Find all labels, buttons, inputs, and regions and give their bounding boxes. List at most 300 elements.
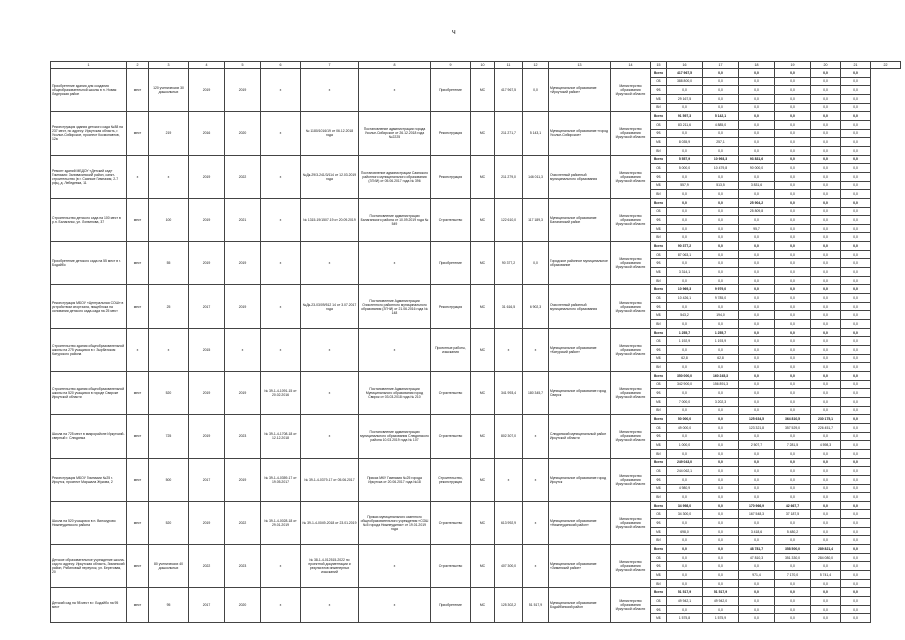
source-cell: Всего	[651, 69, 667, 78]
customer-cell: Министерство образования Иркутской области	[611, 285, 651, 328]
end-year-cell: 2023	[225, 415, 261, 458]
page-number: ч	[452, 29, 456, 36]
work-type-cell: Приобретение	[431, 242, 471, 285]
amount-cell: 0,0	[811, 519, 841, 528]
amount-cell: 0,0	[811, 371, 841, 380]
amount-cell: 0,0	[739, 406, 775, 415]
work-type-cell: Строительство	[431, 501, 471, 544]
approval-cell: х	[301, 242, 359, 285]
end-year-cell: 2019	[225, 285, 261, 328]
amount-cell: 1 192,9	[667, 337, 703, 346]
source-cell: МБ	[651, 354, 667, 363]
municipality-cell: Слюдянский муниципальный район Иркутской области	[549, 415, 611, 458]
amount-cell: 29 167,5	[667, 94, 703, 103]
amount-cell: 0,0	[775, 432, 811, 441]
amount-cell: 156 891,3	[703, 380, 739, 389]
decision-cell: Приказ МКУ Гимназия №25 города Иркутска от 20.06.2017 года №18	[359, 458, 431, 501]
decision-cell: х	[359, 328, 431, 371]
capacity-cell: 725	[149, 415, 189, 458]
header-cell: 3	[149, 62, 189, 69]
amount-cell: 0,0	[775, 562, 811, 571]
amount-cell: 0,0	[775, 346, 811, 355]
customer-cell: Министерство образования Иркутской области	[611, 198, 651, 241]
amount-cell: 0,0	[811, 493, 841, 502]
ownership-cell: МС	[471, 501, 495, 544]
header-cell: 1	[51, 62, 127, 69]
amount-cell: 0,0	[811, 129, 841, 138]
amount-cell: 0,0	[667, 519, 703, 528]
object-name-cell: Приобретение здания для создания общеобразовательной школы в п. Новая Лидерская район	[51, 69, 127, 112]
amount-cell: 0,0	[811, 363, 841, 372]
amount-cell: 0,0	[841, 146, 871, 155]
decision-cell: х	[359, 545, 431, 588]
amount-cell: 0,0	[811, 501, 841, 510]
source-cell: ОБ	[651, 294, 667, 303]
amount-cell: 0,0	[703, 216, 739, 225]
start-year-cell: 2019	[189, 371, 225, 414]
amount-cell: 0,0	[775, 129, 811, 138]
amount-cell: 0,0	[841, 216, 871, 225]
ownership-cell: МС	[471, 545, 495, 588]
expertise-cell: № 39-1-4-0028-18 от 29.01.2019	[261, 501, 301, 544]
amount-cell: 0,0	[703, 527, 739, 536]
amount-cell: 0,0	[739, 190, 775, 199]
amount-cell: 0,0	[667, 536, 703, 545]
ownership-cell: МС	[471, 371, 495, 414]
amount-cell: 0,0	[811, 346, 841, 355]
amount-cell: 0,0	[841, 259, 871, 268]
ownership-cell: МС	[471, 198, 495, 241]
amount-cell: 0,0	[703, 320, 739, 329]
municipality-cell: Муниципальное образование «Нижнеудинский район»	[549, 501, 611, 544]
amount-cell: 125 634,5	[739, 415, 775, 424]
amount-cell: 0,0	[841, 268, 871, 277]
customer-cell: Министерство образования Иркутской области	[611, 545, 651, 588]
cost-cell: 211 279,0	[495, 155, 523, 198]
amount-cell: 0,0	[739, 337, 775, 346]
amount-cell: 1 575,9	[703, 614, 739, 623]
expertise-cell: х	[261, 285, 301, 328]
balance-cell: 5 143,1	[523, 112, 549, 155]
amount-cell: 0,0	[841, 354, 871, 363]
amount-cell: 34 300,0	[667, 510, 703, 519]
header-cell: 14	[611, 62, 651, 69]
unit-cell: мест	[127, 371, 149, 414]
source-cell: Всего	[651, 198, 667, 207]
unit-cell: мест	[127, 415, 149, 458]
amount-cell: 0,0	[739, 94, 775, 103]
start-year-cell: 2016	[189, 112, 225, 155]
source-cell: ФБ	[651, 605, 667, 614]
amount-cell: 0,0	[667, 259, 703, 268]
municipality-cell: Муниципальное образование город Свирск	[549, 371, 611, 414]
balance-cell: х	[523, 501, 549, 544]
amount-cell: 0,0	[841, 441, 871, 450]
amount-cell: 0,0	[739, 389, 775, 398]
end-year-cell: 2019	[225, 458, 261, 501]
header-cell: 5	[225, 62, 261, 69]
amount-cell: 0,0	[703, 94, 739, 103]
amount-cell: 0,0	[811, 562, 841, 571]
amount-cell: 0,0	[811, 207, 841, 216]
amount-cell: 0,0	[703, 432, 739, 441]
amount-cell: 0,0	[739, 103, 775, 112]
source-cell: ФБ	[651, 172, 667, 181]
amount-cell: 0,0	[775, 294, 811, 303]
amount-cell: 0,0	[811, 302, 841, 311]
amount-cell: 971,4	[739, 571, 775, 580]
unit-cell: х	[127, 328, 149, 371]
amount-cell: 0,0	[667, 363, 703, 372]
unit-cell: мест	[127, 242, 149, 285]
amount-cell: 0,0	[703, 510, 739, 519]
amount-cell: 0,0	[841, 380, 871, 389]
amount-cell: 0,0	[841, 484, 871, 493]
end-year-cell: 2019	[225, 69, 261, 112]
amount-cell: 284 080,0	[811, 553, 841, 562]
amount-cell: 0,0	[811, 380, 841, 389]
source-cell: МБ	[651, 181, 667, 190]
end-year-cell: 2021	[225, 198, 261, 241]
amount-cell: 0,0	[775, 363, 811, 372]
balance-cell: 117 189,3	[523, 198, 549, 241]
amount-cell: 0,0	[811, 259, 841, 268]
amount-cell: 0,0	[703, 562, 739, 571]
source-cell: ВИ	[651, 579, 667, 588]
amount-cell: 0,0	[841, 285, 871, 294]
amount-cell: 93 831,6	[739, 155, 775, 164]
source-cell: ВИ	[651, 276, 667, 285]
approval-cell: № 1180/1016/19 от 06.12.2018 года	[301, 112, 359, 155]
amount-cell: 0,0	[841, 579, 871, 588]
amount-cell: 543,2	[667, 311, 703, 320]
amount-cell: 0,0	[667, 605, 703, 614]
table-row	[51, 69, 901, 78]
capacity-cell: 80 ученических 40 дошкольных	[149, 545, 189, 588]
municipality-cell: Муниципальное образование Балаганский район	[549, 198, 611, 241]
amount-cell: 0,0	[667, 190, 703, 199]
amount-cell: 0,0	[811, 527, 841, 536]
amount-cell: 0,0	[739, 285, 775, 294]
amount-cell: 3 314,1	[667, 268, 703, 277]
amount-cell: 0,0	[841, 77, 871, 86]
amount-cell: 0,0	[703, 458, 739, 467]
amount-cell: 0,0	[841, 224, 871, 233]
municipality-cell: Муниципальное образование «Катурский район»	[549, 328, 611, 371]
source-cell: Всего	[651, 112, 667, 121]
amount-cell: 0,0	[775, 380, 811, 389]
amount-cell: 1 575,8	[667, 614, 703, 623]
source-cell: ОБ	[651, 467, 667, 476]
amount-cell: 0,0	[775, 207, 811, 216]
amount-cell: 0,0	[775, 181, 811, 190]
end-year-cell: х	[225, 328, 261, 371]
amount-cell: 0,0	[739, 216, 775, 225]
header-cell: 8	[359, 62, 431, 69]
source-cell: МБ	[651, 268, 667, 277]
municipality-cell: Очисленный районный муниципального образования	[549, 155, 611, 198]
source-cell: Всего	[651, 242, 667, 251]
header-cell: 21	[841, 62, 871, 69]
amount-cell: 0,0	[811, 146, 841, 155]
amount-cell: 0,0	[703, 571, 739, 580]
end-year-cell: 2023	[225, 545, 261, 588]
header-cell: 6	[261, 62, 301, 69]
source-cell: ВИ	[651, 363, 667, 372]
amount-cell: 0,0	[703, 553, 739, 562]
balance-cell: 51 517,9	[523, 588, 549, 623]
amount-cell: 0,0	[739, 276, 775, 285]
object-name-cell: Приобретение детского сада на 55 мест в г. Бодайбо	[51, 242, 127, 285]
amount-cell: 0,0	[811, 172, 841, 181]
capacity-cell: 100	[149, 198, 189, 241]
amount-cell: 0,0	[667, 571, 703, 580]
amount-cell: 0,0	[775, 112, 811, 121]
amount-cell: 0,0	[739, 146, 775, 155]
amount-cell: 0,0	[775, 579, 811, 588]
amount-cell: 0,0	[739, 259, 775, 268]
source-cell: Всего	[651, 285, 667, 294]
amount-cell: 8 035,9	[667, 138, 703, 147]
source-cell: ВИ	[651, 493, 667, 502]
source-cell: ВИ	[651, 190, 667, 199]
object-name-cell: Реконструкция здания детского сада №88 на 237 мест, по адресу: Иркутская область, г. Усолье-Сибирское, проспект Космонавтов, 12а	[51, 112, 127, 155]
amount-cell: 289 821,4	[811, 545, 841, 554]
source-cell: ОБ	[651, 553, 667, 562]
amount-cell: 0,0	[841, 562, 871, 571]
expertise-cell: х	[261, 69, 301, 112]
amount-cell: 10 426,1	[667, 294, 703, 303]
amount-cell: 0,0	[841, 346, 871, 355]
ownership-cell: МС	[471, 155, 495, 198]
amount-cell: 0,0	[811, 354, 841, 363]
municipality-cell: Муниципальное образование город Иркутск	[549, 458, 611, 501]
balance-cell: 180 345,7	[523, 371, 549, 414]
amount-cell: 0,0	[775, 103, 811, 112]
amount-cell: 0,0	[775, 276, 811, 285]
amount-cell: 0,0	[841, 432, 871, 441]
start-year-cell: 2019	[189, 155, 225, 198]
amount-cell: 0,0	[811, 389, 841, 398]
amount-cell: 0,0	[775, 224, 811, 233]
amount-cell: 0,0	[811, 268, 841, 277]
amount-cell: 0,0	[703, 441, 739, 450]
amount-cell: 123 321,8	[739, 423, 775, 432]
amount-cell: 48 781,7	[739, 545, 775, 554]
amount-cell: 0,0	[811, 198, 841, 207]
customer-cell: Министерство образования Иркутской области	[611, 112, 651, 155]
amount-cell: 0,0	[811, 216, 841, 225]
amount-cell: 0,0	[739, 320, 775, 329]
table-row	[51, 242, 901, 251]
amount-cell: 0,0	[811, 579, 841, 588]
amount-cell: 0,0	[703, 501, 739, 510]
work-type-cell: Строительство	[431, 545, 471, 588]
amount-cell: 0,0	[739, 588, 775, 597]
amount-cell: 0,0	[841, 415, 871, 424]
amount-cell: 0,0	[703, 146, 739, 155]
capacity-cell: 120 ученических 30 дошкольных	[149, 69, 189, 112]
amount-cell: 0,0	[841, 233, 871, 242]
unit-cell: мест	[127, 198, 149, 241]
amount-cell: 3 418,6	[739, 527, 775, 536]
amount-cell: 351 330,0	[775, 553, 811, 562]
amount-cell: 0,0	[667, 545, 703, 554]
table-row	[51, 198, 901, 207]
amount-cell: 0,0	[841, 389, 871, 398]
amount-cell: 0,0	[667, 346, 703, 355]
amount-cell: 0,0	[775, 120, 811, 129]
amount-cell: 0,0	[667, 432, 703, 441]
approval-cell: № 39-1-4-0379-17 от 05.06.2017	[301, 458, 359, 501]
header-cell: 7	[301, 62, 359, 69]
cost-cell: 407 300,0	[495, 545, 523, 588]
amount-cell: 0,0	[703, 268, 739, 277]
start-year-cell: 2017	[189, 588, 225, 623]
amount-cell: 0,0	[775, 285, 811, 294]
header-cell: 18	[739, 62, 775, 69]
amount-cell: 0,0	[739, 380, 775, 389]
amount-cell: 0,0	[739, 69, 775, 78]
amount-cell: 0,0	[811, 164, 841, 173]
cost-cell: 122 610,0	[495, 198, 523, 241]
amount-cell: 698,0	[667, 527, 703, 536]
amount-cell: 0,0	[667, 103, 703, 112]
work-type-cell: Реконструкция	[431, 112, 471, 155]
source-cell: ВИ	[651, 103, 667, 112]
amount-cell: 3 202,3	[703, 397, 739, 406]
object-name-cell: Реконструкция МБОУ «Центральная СОШ» в устройством спортзала, пищеблока на основании детского сада-сада на 25 мест	[51, 285, 127, 328]
amount-cell: 0,0	[811, 397, 841, 406]
source-cell: ФБ	[651, 519, 667, 528]
amount-cell: 0,0	[775, 138, 811, 147]
expertise-cell: № 39-1-4-1091-15 от 20.02.2016	[261, 371, 301, 414]
amount-cell: 0,0	[811, 510, 841, 519]
amount-cell: 0,0	[667, 207, 703, 216]
source-cell: ФБ	[651, 562, 667, 571]
source-cell: ВИ	[651, 233, 667, 242]
capacity-cell: 55	[149, 242, 189, 285]
end-year-cell: 2019	[225, 371, 261, 414]
amount-cell: 0,0	[775, 371, 811, 380]
amount-cell: 0,0	[775, 164, 811, 173]
amount-cell: 0,0	[739, 458, 775, 467]
source-cell: Всего	[651, 501, 667, 510]
object-name-cell: Ремонт зданий МБДОУ «Детский сад» Гимназия: ЗаливахинскиЙ район, санкт-строительство (в г. Саянске Гимназия, 2-7 рфц, д. Лебедевка, 11	[51, 155, 127, 198]
header-cell: 10	[471, 62, 495, 69]
ownership-cell: МС	[471, 285, 495, 328]
amount-cell: 0,0	[739, 129, 775, 138]
amount-cell: 0,0	[739, 294, 775, 303]
amount-cell: 0,0	[775, 302, 811, 311]
amount-cell: 0,0	[775, 233, 811, 242]
amount-cell: 0,0	[703, 467, 739, 476]
amount-cell: 0,0	[739, 120, 775, 129]
source-cell: ОБ	[651, 597, 667, 606]
unit-cell: мест	[127, 69, 149, 112]
amount-cell: 0,0	[811, 103, 841, 112]
amount-cell: 0,0	[811, 484, 841, 493]
amount-cell: 0,0	[841, 458, 871, 467]
start-year-cell: 2019	[189, 198, 225, 241]
amount-cell: 0,0	[841, 198, 871, 207]
decision-cell: х	[359, 69, 431, 112]
start-year-cell: 2022	[189, 545, 225, 588]
amount-cell: 357 529,0	[775, 423, 811, 432]
header-cell: 20	[811, 62, 841, 69]
amount-cell: 0,0	[775, 198, 811, 207]
source-cell: МБ	[651, 441, 667, 450]
amount-cell: 0,0	[739, 242, 775, 251]
amount-cell: 167 548,3	[739, 510, 775, 519]
cost-cell: 802 307,0	[495, 415, 523, 458]
amount-cell: 0,0	[667, 553, 703, 562]
expertise-cell: х	[261, 198, 301, 241]
municipality-cell: Муниципальное образование Бодайбинский район	[549, 588, 611, 623]
ownership-cell: МС	[471, 328, 495, 371]
source-cell: ВИ	[651, 536, 667, 545]
amount-cell: 0,0	[739, 605, 775, 614]
amount-cell: 0,0	[739, 328, 775, 337]
source-cell: ОБ	[651, 510, 667, 519]
amount-cell: 47 810,3	[739, 553, 775, 562]
amount-cell: 226 451,7	[811, 423, 841, 432]
amount-cell: 0,0	[811, 190, 841, 199]
amount-cell: 0,0	[739, 432, 775, 441]
amount-cell: 0,0	[703, 536, 739, 545]
decision-cell: х	[359, 242, 431, 285]
amount-cell: 0,0	[667, 129, 703, 138]
amount-cell: 364 810,5	[775, 415, 811, 424]
amount-cell: 0,0	[703, 242, 739, 251]
amount-cell: 0,0	[841, 172, 871, 181]
amount-cell: 0,0	[703, 519, 739, 528]
unit-cell: мест	[127, 112, 149, 155]
amount-cell: 5 000,0	[667, 164, 703, 173]
amount-cell: 0,0	[739, 302, 775, 311]
amount-cell: 0,0	[811, 138, 841, 147]
table-row	[51, 415, 901, 424]
amount-cell: 0,0	[739, 562, 775, 571]
ownership-cell: МС	[471, 415, 495, 458]
capacity-cell: 219	[149, 112, 189, 155]
amount-cell: 257,1	[703, 138, 739, 147]
amount-cell: 4 885,0	[703, 120, 739, 129]
decision-cell: Постановление Администрации Очисленного районного муниципального образования (ЗГНИ) от 21.06.2016 года № 148	[359, 285, 431, 328]
amount-cell: 0,0	[775, 397, 811, 406]
object-name-cell: Детский сад на 98 мест в г. Бодайбо на 95 мест	[51, 588, 127, 623]
amount-cell: 0,0	[739, 250, 775, 259]
amount-cell: 0,0	[775, 259, 811, 268]
amount-cell: 83 211,6	[667, 120, 703, 129]
approval-cell: х	[301, 371, 359, 414]
balance-cell: х	[523, 545, 549, 588]
amount-cell: 557,9	[667, 181, 703, 190]
amount-cell: 0,0	[775, 311, 811, 320]
capacity-cell: х	[149, 155, 189, 198]
amount-cell: 5 557,9	[667, 155, 703, 164]
amount-cell: 0,0	[739, 467, 775, 476]
amount-cell: 0,0	[703, 475, 739, 484]
amount-cell: 0,0	[703, 484, 739, 493]
cost-cell: 31 616,5	[495, 285, 523, 328]
amount-cell: 0,0	[811, 406, 841, 415]
amount-cell: 0,0	[703, 406, 739, 415]
amount-cell: 5 480,2	[775, 527, 811, 536]
work-type-cell: Строительство, реконструкция	[431, 458, 471, 501]
amount-cell: 0,0	[739, 138, 775, 147]
amount-cell: 0,0	[841, 207, 871, 216]
